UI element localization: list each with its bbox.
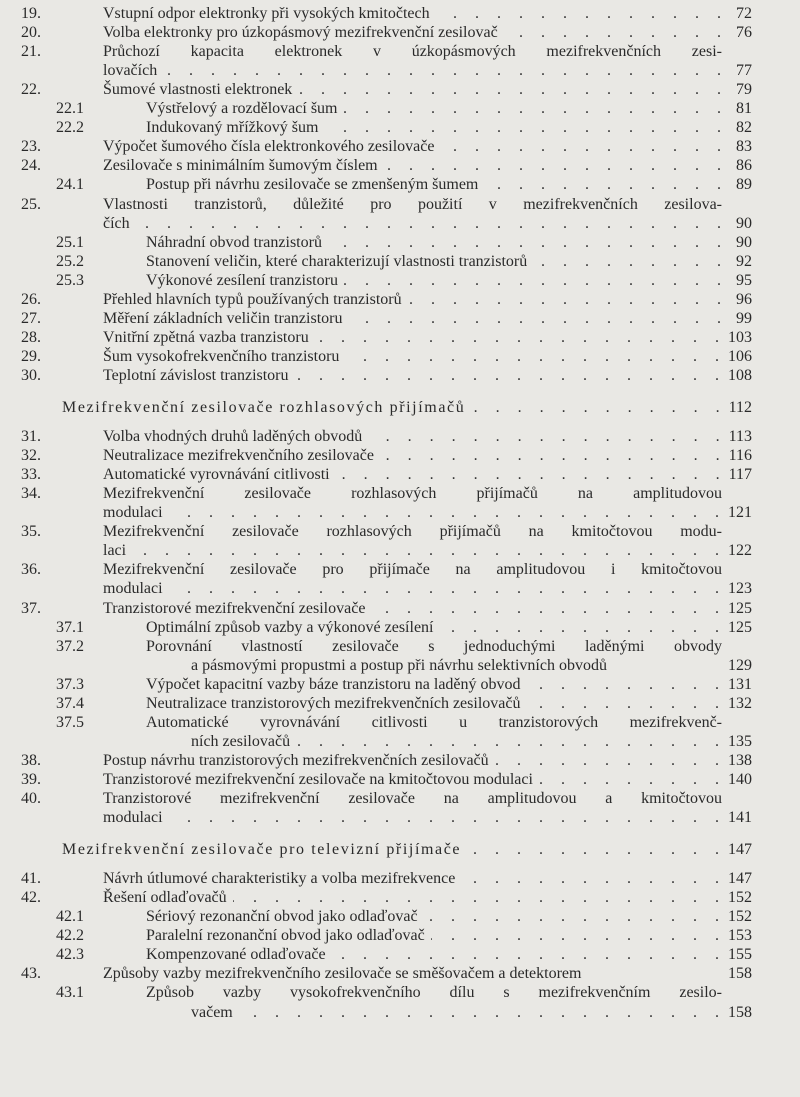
toc-entry-number: 32. xyxy=(21,447,41,465)
toc-page-number: 117 xyxy=(728,466,752,484)
toc-entry-number: 42. xyxy=(21,889,41,907)
toc-page-number: 138 xyxy=(728,751,752,769)
toc-entry-number: 21. xyxy=(21,43,41,61)
toc-entry-title: Sériový rezonanční obvod jako odlaďovač xyxy=(146,908,418,926)
toc-entry-line xyxy=(103,808,752,827)
toc-entry-title: laci xyxy=(103,542,127,560)
toc-entry-line xyxy=(103,503,752,522)
toc-entry-title: Volba elektronky pro úzkopásmový mezifrekvenční zesilovač xyxy=(103,24,498,42)
toc-entry-title: Porovnání vlastností zesilovače s jednoduchými laděnými obvody xyxy=(146,637,722,655)
dot-leader xyxy=(384,156,728,175)
dot-leader xyxy=(295,366,726,385)
toc-entry-title: Výstřelový a rozdělovací šum xyxy=(146,100,338,118)
toc-entry-number: 22.1 xyxy=(56,100,84,118)
dot-leader xyxy=(345,347,726,366)
toc-entry-line xyxy=(21,328,752,347)
dot-leader xyxy=(169,503,726,522)
toc-entry-title: Způsob vazby vysokofrekvenčního dílu s mezifrekvenčním zesilo- xyxy=(146,984,722,1002)
dot-leader xyxy=(526,694,726,713)
toc-page-number: 79 xyxy=(736,81,752,99)
toc-entry-line xyxy=(21,751,752,770)
toc-entry-number: 20. xyxy=(21,24,41,42)
toc-page-number: 76 xyxy=(736,24,752,42)
toc-entry-line xyxy=(21,446,752,465)
toc-entry-title: Vstupní odpor elektronky při vysokých kmitočtech xyxy=(103,5,430,22)
toc-entry-title: Automatické vyrovnávání citlivosti u tranzistorových mezifrekvenč- xyxy=(146,713,722,731)
toc-entry-line xyxy=(56,99,752,118)
toc-entry-number: 26. xyxy=(21,290,41,308)
dot-leader xyxy=(380,446,727,465)
toc-page-number: 106 xyxy=(728,347,752,365)
toc-entry-line xyxy=(21,347,752,366)
dot-leader xyxy=(348,309,728,328)
toc-entry-line xyxy=(103,541,752,560)
dot-leader xyxy=(239,1003,726,1022)
toc-entry-title: Vlastnosti tranzistorů, důležité pro použití v mezifrekvenčních zesilova- xyxy=(103,195,722,213)
toc-entry-title: Měření základních veličin tranzistoru xyxy=(103,309,343,327)
toc-entry-line xyxy=(56,907,752,926)
toc-entry-line xyxy=(21,888,752,907)
toc-entry-title: Postup návrhu tranzistorových mezifrekvenčních zesilovačů xyxy=(103,751,489,769)
toc-entry-line xyxy=(21,427,752,446)
toc-entry-title: Volba vhodných druhů laděných obvodů xyxy=(103,428,363,446)
toc-entry-line xyxy=(103,61,752,80)
toc-page-number: 83 xyxy=(736,138,752,156)
toc-entry-title: Automatické vyrovnávání citlivosti xyxy=(103,466,330,484)
toc-entry-line xyxy=(21,366,752,385)
toc-page-number: 129 xyxy=(728,656,752,674)
toc-entry-number: 24.1 xyxy=(56,176,84,194)
toc-entry-number: 38. xyxy=(21,751,41,769)
toc-entry-number: 41. xyxy=(21,870,41,888)
toc-page-number: 90 xyxy=(736,214,752,232)
toc-page-number: 153 xyxy=(728,927,752,945)
dot-leader xyxy=(439,618,726,637)
toc-entry-line xyxy=(56,271,752,290)
toc-entry-line xyxy=(21,560,752,579)
toc-entry-title: modulaci xyxy=(103,809,163,827)
toc-page-number: 147 xyxy=(728,870,752,888)
dot-leader xyxy=(424,907,726,926)
toc-entry-number: 40. xyxy=(21,790,41,807)
toc-entry-title: Přehled hlavních typů používaných tranzistorů xyxy=(103,290,402,308)
toc-page-number: 86 xyxy=(736,157,752,175)
toc-entry-line xyxy=(21,195,752,214)
toc-page-number: 96 xyxy=(736,290,752,308)
toc-entry-line xyxy=(21,23,752,42)
toc-entry-number: 30. xyxy=(21,366,41,384)
dot-leader xyxy=(169,579,726,598)
toc-entry-number: 22. xyxy=(21,81,41,99)
toc-entry-number: 29. xyxy=(21,347,41,365)
toc-entry-number: 23. xyxy=(21,138,41,156)
dot-leader xyxy=(484,175,728,194)
toc-page-number: 122 xyxy=(728,542,752,560)
toc-entry-number: 35. xyxy=(21,523,41,541)
toc-entry-title: modulaci xyxy=(103,504,163,522)
toc-entry-number: 33. xyxy=(21,466,41,484)
toc-entry-title: Paralelní rezonanční obvod jako odlaďovač xyxy=(146,927,425,945)
toc-entry-title: Zesilovače s minimálním šumovým číslem xyxy=(103,157,378,175)
dot-leader xyxy=(440,137,728,156)
toc-entry-line xyxy=(21,789,752,808)
toc-entry-number: 31. xyxy=(21,428,41,446)
toc-page-number: 112 xyxy=(728,399,752,416)
toc-entry-title: Mezifrekvenční zesilovače rozhlasových přijímačů na kmitočtovou modu- xyxy=(103,523,722,541)
dot-leader xyxy=(296,732,726,751)
toc-entry-title: Mezifrekvenční zesilovače rozhlasových přijímačů na amplitudovou xyxy=(103,485,722,503)
toc-page-number: 89 xyxy=(736,176,752,194)
dot-leader xyxy=(371,599,726,618)
toc-entry-line xyxy=(21,137,752,156)
toc-entry-title: Výpočet šumového čísla elektronkového zesilovače xyxy=(103,138,435,156)
dot-leader xyxy=(324,118,728,137)
toc-entry-title: Mezifrekvenční zesilovače pro televizní přijímače xyxy=(62,841,462,859)
toc-entry-line xyxy=(21,290,752,309)
dot-leader xyxy=(169,808,726,827)
toc-entry-line xyxy=(21,156,752,175)
dot-leader xyxy=(336,465,727,484)
dot-leader xyxy=(533,252,728,271)
dot-leader xyxy=(461,869,726,888)
toc-entry-title: Kompenzované odlaďovače xyxy=(146,946,326,964)
toc-entry-number: 37.5 xyxy=(56,713,84,731)
toc-entry-line xyxy=(21,599,752,618)
toc-chapter-heading xyxy=(62,398,752,417)
dot-leader xyxy=(495,751,726,770)
toc-page-number: 82 xyxy=(736,119,752,137)
toc-entry-title: Výpočet kapacitní vazby báze tranzistoru na laděný obvod xyxy=(146,675,521,693)
toc-entry-line xyxy=(21,964,752,983)
toc-page-number: 158 xyxy=(728,1003,752,1021)
toc-entry-number: 37.1 xyxy=(56,618,84,636)
toc-page-number: 152 xyxy=(728,908,752,926)
toc-page-number: 158 xyxy=(728,965,752,983)
toc-entry-line xyxy=(191,732,752,751)
toc-page-number: 135 xyxy=(728,732,752,750)
toc-page-number: 140 xyxy=(728,770,752,788)
toc-entry-title: Indukovaný mřížkový šum xyxy=(146,119,319,137)
toc-entry-line xyxy=(56,983,752,1002)
toc-entry-line xyxy=(21,484,752,503)
toc-page-number: 116 xyxy=(728,447,752,465)
toc-entry-number: 25.2 xyxy=(56,252,84,270)
toc-entry-title: Řešení odlaďovačů xyxy=(103,889,227,907)
toc-entry-line xyxy=(56,118,752,137)
toc-entry-line xyxy=(103,214,752,233)
dot-leader xyxy=(328,233,728,252)
toc-page-number: 113 xyxy=(728,428,752,446)
toc-entry-line xyxy=(21,42,752,61)
toc-entry-title: Mezifrekvenční zesilovače rozhlasových přijímačů xyxy=(62,399,466,416)
toc-entry-title: Teplotní závislost tranzistoru xyxy=(103,366,289,384)
toc-page-number: 108 xyxy=(728,366,752,384)
toc-entry-line xyxy=(21,869,752,888)
toc-entry-number: 27. xyxy=(21,309,41,327)
dot-leader xyxy=(298,80,728,99)
toc-entry-title: Náhradní obvod tranzistorů xyxy=(146,233,322,251)
toc-page-number: 152 xyxy=(728,889,752,907)
toc-page-number: 92 xyxy=(736,252,752,270)
dot-leader xyxy=(539,770,726,789)
toc-entry-number: 43. xyxy=(21,965,41,983)
toc-page-number: 125 xyxy=(728,618,752,636)
toc-entry-number: 37.3 xyxy=(56,675,84,693)
toc-entry-line xyxy=(191,1003,752,1022)
dot-leader xyxy=(163,61,728,80)
toc-page-number: 155 xyxy=(728,946,752,964)
toc-entry-number: 42.2 xyxy=(56,927,84,945)
toc-entry-number: 37. xyxy=(21,599,41,617)
toc-entry-number: 25. xyxy=(21,195,41,213)
toc-entry-line xyxy=(56,618,752,637)
toc-entry-title: Neutralizace mezifrekvenčního zesilovače xyxy=(103,447,374,465)
toc-entry-title: Neutralizace tranzistorových mezifrekvenčních zesilovačů xyxy=(146,694,521,712)
toc-entry-number: 25.3 xyxy=(56,271,84,289)
toc-entry-line xyxy=(56,694,752,713)
toc-entry-title: lovačích xyxy=(103,62,158,80)
toc-entry-number: 42.3 xyxy=(56,946,84,964)
toc-entry-title: Tranzistorové mezifrekvenční zesilovače na amplitudovou a kmitočtovou xyxy=(103,790,722,807)
toc-entry-number: 42.1 xyxy=(56,908,84,926)
toc-entry-title: ních zesilovačů xyxy=(191,732,291,750)
toc-entry-title: čích xyxy=(103,214,130,232)
toc-entry-title: Mezifrekvenční zesilovače pro přijímače na amplitudovou i kmitočtovou xyxy=(103,561,722,579)
toc-entry-number: 24. xyxy=(21,157,41,175)
toc-page-number: 95 xyxy=(736,271,752,289)
toc-entry-line xyxy=(56,675,752,694)
dot-leader xyxy=(436,4,728,23)
toc-entry-title: vačem xyxy=(191,1003,233,1021)
toc-page-number: 147 xyxy=(728,841,752,859)
toc-page-number: 99 xyxy=(736,309,752,327)
toc-page-number: 72 xyxy=(736,5,752,22)
toc-entry-line xyxy=(56,175,752,194)
toc-entry-title: Postup při návrhu zesilovače se zmenšeným šumem xyxy=(146,176,479,194)
toc-entry-line xyxy=(56,926,752,945)
dot-leader xyxy=(368,427,726,446)
toc-entry-title: Návrh útlumové charakteristiky a volba mezifrekvence xyxy=(103,870,456,888)
toc-entry-title: Tranzistorové mezifrekvenční zesilovače xyxy=(103,599,366,617)
dot-leader xyxy=(527,675,726,694)
toc-entry-number: 37.2 xyxy=(56,637,84,655)
toc-page-number: 132 xyxy=(728,694,752,712)
toc-entry-number: 34. xyxy=(21,485,41,503)
toc-entry-line xyxy=(56,713,752,732)
dot-leader xyxy=(132,541,726,560)
toc-page-number: 121 xyxy=(728,504,752,522)
toc-page-number: 131 xyxy=(728,675,752,693)
toc-entry-title: a pásmovými propustmi a postup při návrhu selektivních obvodů xyxy=(191,656,607,674)
dot-leader xyxy=(344,271,728,290)
toc-entry-number: 39. xyxy=(21,770,41,788)
toc-entry-line xyxy=(21,770,752,789)
toc-entry-line xyxy=(21,465,752,484)
toc-page-number: 103 xyxy=(728,328,752,346)
toc-entry-title: Stanovení veličin, které charakterizují vlastnosti tranzistorů xyxy=(146,252,528,270)
toc-page-number: 81 xyxy=(736,100,752,118)
toc-entry-title: Vnitřní zpětná vazba tranzistoru xyxy=(103,328,309,346)
dot-leader xyxy=(504,23,728,42)
toc-entry-line xyxy=(21,80,752,99)
toc-page-number: 77 xyxy=(736,62,752,80)
toc-page-number: 141 xyxy=(728,809,752,827)
toc-entry-line xyxy=(56,233,752,252)
dot-leader xyxy=(332,945,726,964)
dot-leader xyxy=(408,290,728,309)
toc-entry-number: 43.1 xyxy=(56,984,84,1002)
toc-entry-line xyxy=(21,4,752,23)
toc-entry-title: Šum vysokofrekvenčního tranzistoru xyxy=(103,347,340,365)
toc-entry-line xyxy=(21,522,752,541)
toc-entry-line xyxy=(56,252,752,271)
toc-entry-number: 37.4 xyxy=(56,694,84,712)
dot-leader xyxy=(315,328,726,347)
toc-entry-title: Výkonové zesílení tranzistoru xyxy=(146,271,338,289)
toc-entry-title: modulaci xyxy=(103,580,163,598)
toc-entry-number: 25.1 xyxy=(56,233,84,251)
toc-entry-line xyxy=(103,579,752,598)
toc-entry-title: Průchozí kapacita elektronek v úzkopásmových mezifrekvenčních zesi- xyxy=(103,43,722,61)
toc-entry-number: 36. xyxy=(21,561,41,579)
toc-chapter-heading xyxy=(62,840,752,859)
toc-entry-line xyxy=(191,656,752,675)
toc-entry-title: Tranzistorové mezifrekvenční zesilovače na kmitočtovou modulaci xyxy=(103,770,533,788)
toc-page-number: 125 xyxy=(728,599,752,617)
toc-entry-line xyxy=(56,637,752,656)
toc-entry-title: Způsoby vazby mezifrekvenčního zesilovače se směšovačem a detektorem xyxy=(103,965,582,983)
toc-page-number: 90 xyxy=(736,233,752,251)
toc-entry-number: 19. xyxy=(21,5,41,22)
toc-page-number: 123 xyxy=(728,580,752,598)
toc-entry-title: Šumové vlastnosti elektronek xyxy=(103,81,293,99)
toc-entry-line xyxy=(56,945,752,964)
toc-entry-title: Optimální způsob vazby a výkonové zesílení xyxy=(146,618,434,636)
toc-entry-number: 28. xyxy=(21,328,41,346)
dot-leader xyxy=(467,840,726,859)
dot-leader xyxy=(431,926,726,945)
dot-leader xyxy=(233,888,726,907)
dot-leader xyxy=(136,214,728,233)
dot-leader xyxy=(471,398,726,417)
toc-entry-line xyxy=(21,309,752,328)
dot-leader xyxy=(344,99,729,118)
toc-entry-number: 22.2 xyxy=(56,119,84,137)
